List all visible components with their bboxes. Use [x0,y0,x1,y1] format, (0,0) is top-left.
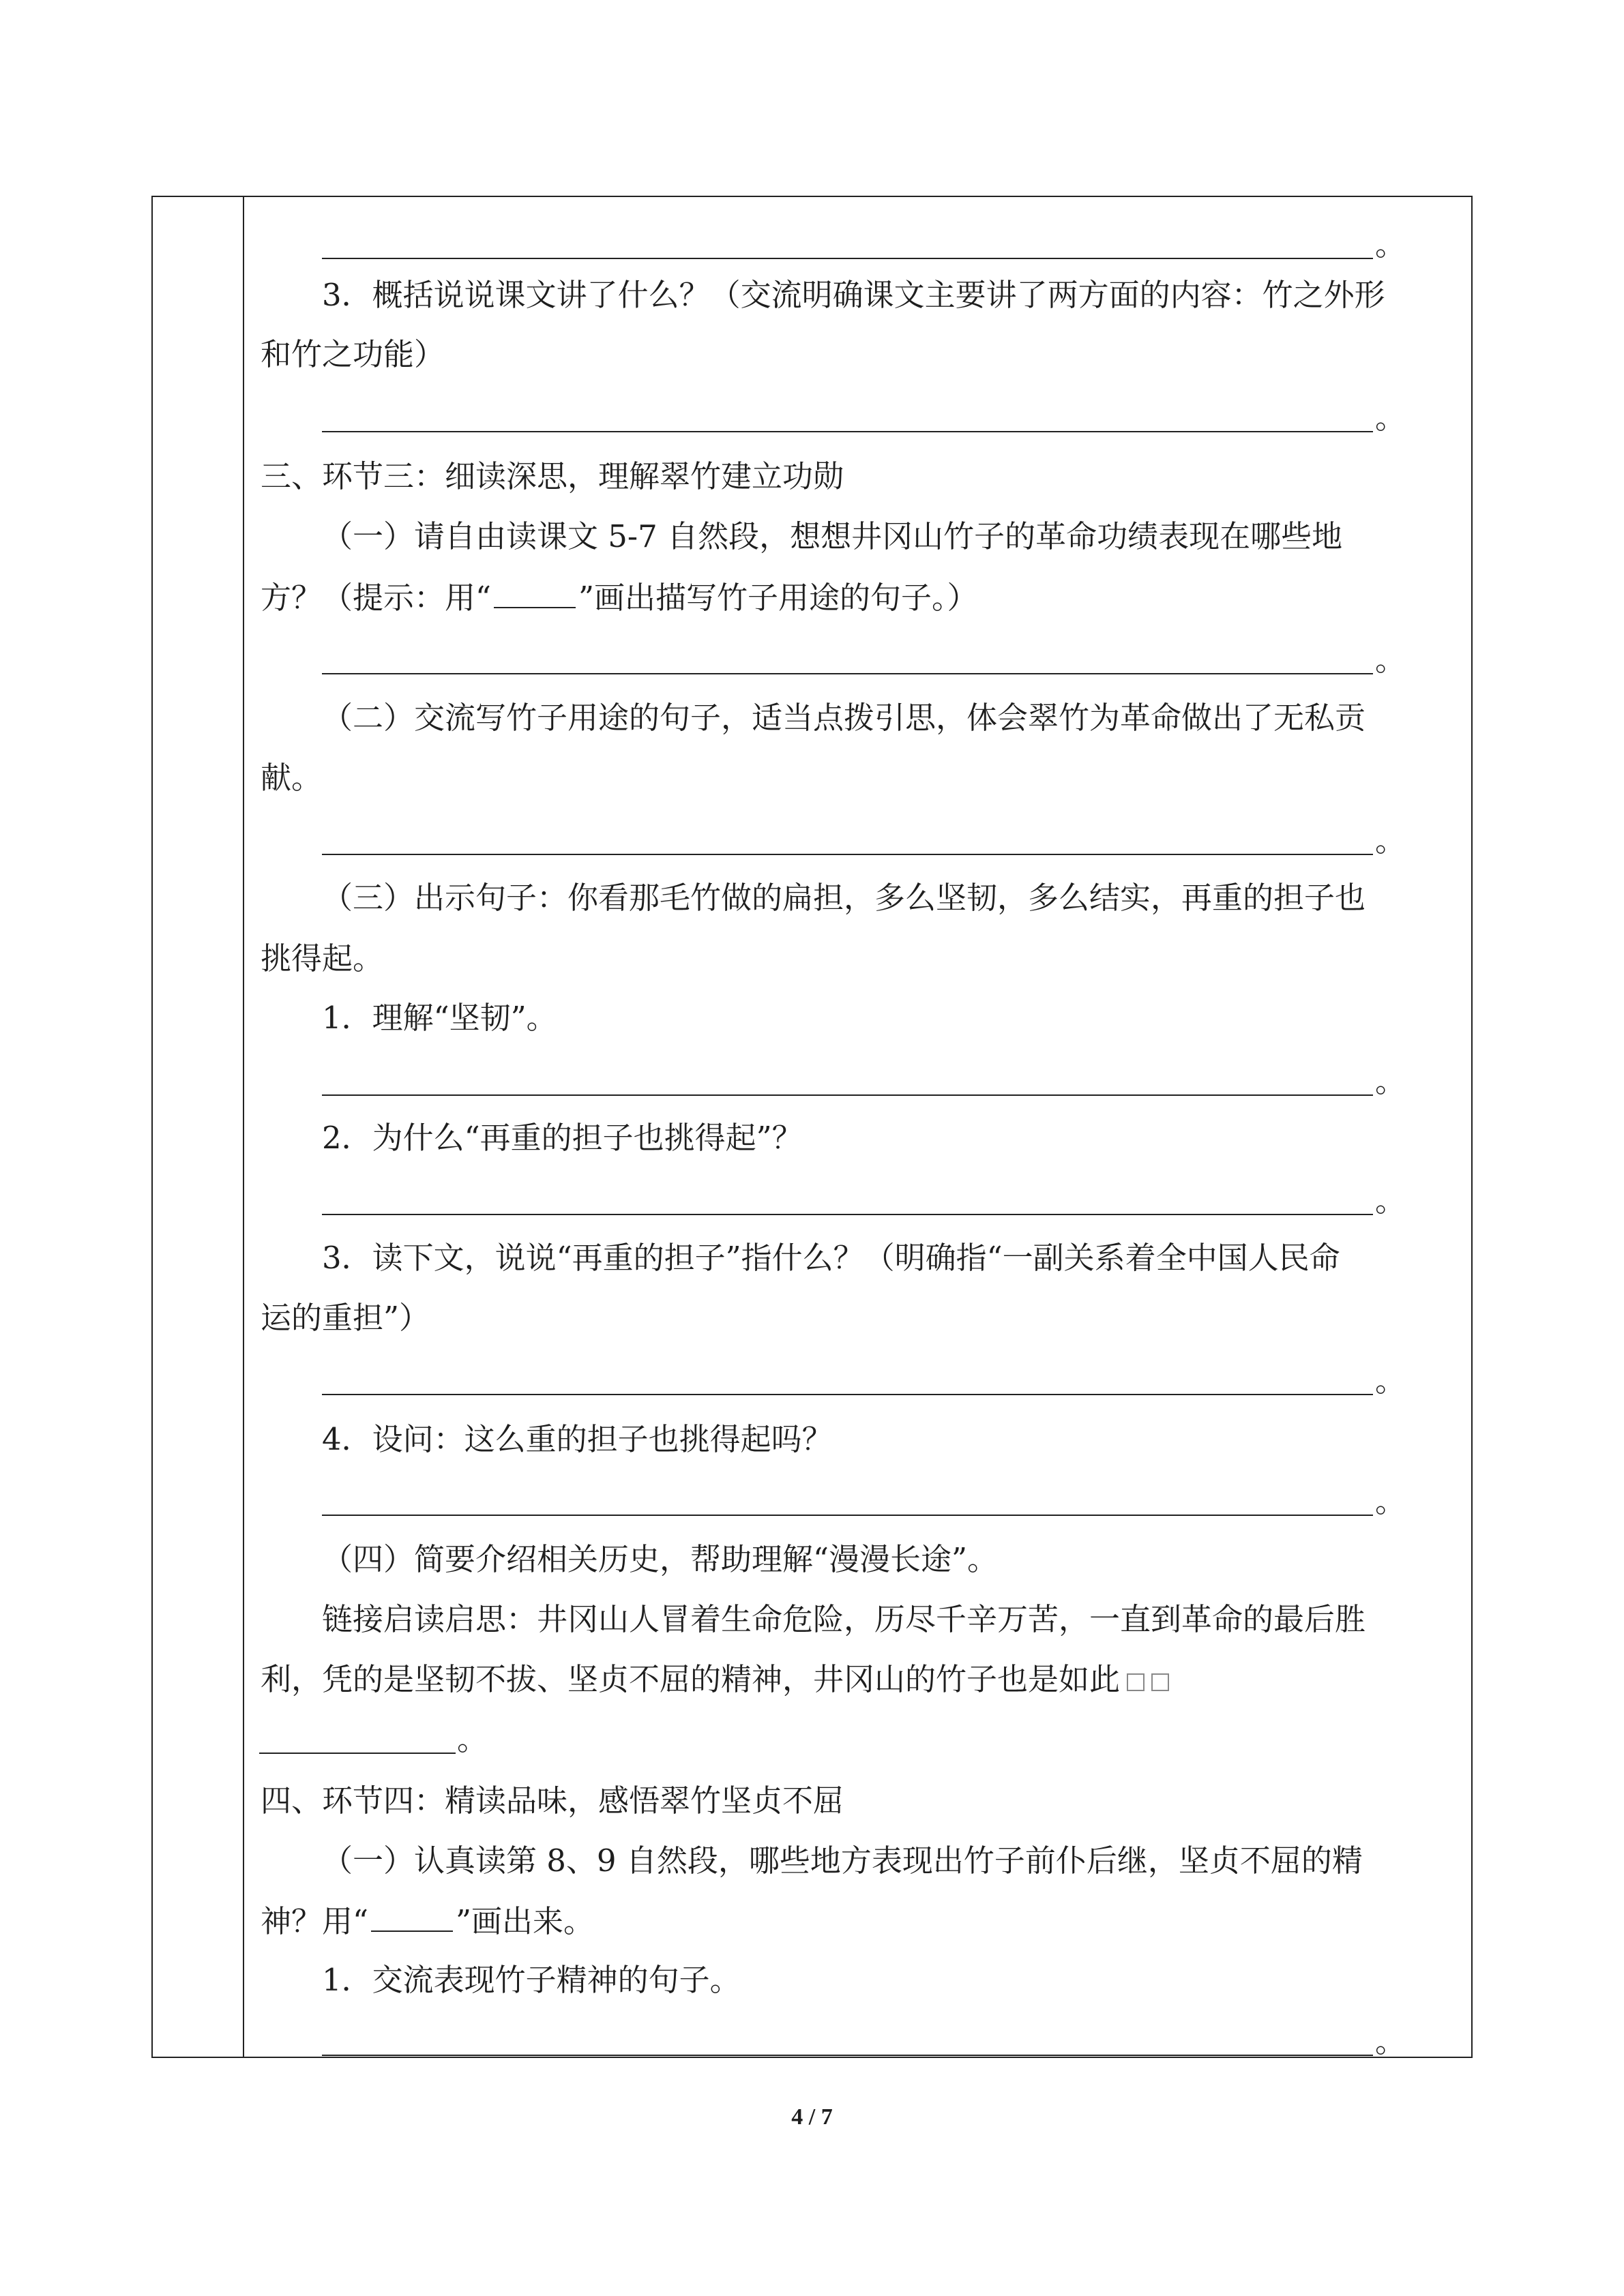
section-heading: 三、环节三：细读深思，理解翠竹建立功勋 [261,458,844,494]
text-line: （一）请自由读课文 5-7 自然段，想想井冈山竹子的革命功绩表现在哪些地 [322,518,1343,554]
text-line [261,1905,594,1937]
text-fragment: 方？（提示：用“ [261,580,492,616]
text-line: 3．概括说说课文讲了什么？（交流明确课文主要讲了两方面的内容：竹之外形 [322,277,1385,313]
answer-line[interactable] [322,431,1373,432]
fill-blank[interactable] [371,1905,453,1932]
text-line: 4．设问：这么重的担子也挑得起吗？ [322,1421,833,1457]
text-line: 3．读下文，说说“再重的担子”指什么？（明确指“一副关系着全中国人民命 [322,1240,1340,1276]
text-fragment: 利，凭的是坚韧不拔、坚贞不屈的精神，井冈山的竹子也是如此 [261,1661,1121,1697]
text-line: （四）简要介绍相关历史，帮助理解“漫漫长途”。 [322,1541,999,1577]
text-line: 和竹之功能） [261,336,445,372]
text-line: 挑得起。 [261,940,384,976]
answer-line[interactable] [322,258,1373,259]
placeholder-box [1151,1673,1169,1691]
text-line: 运的重担”） [261,1300,430,1336]
text-fragment: ”画出来。 [456,1903,595,1939]
answer-line[interactable] [322,1394,1373,1395]
answer-period: 。 [1375,400,1406,436]
answer-period: 。 [1375,1063,1406,1099]
answer-period: 。 [1375,1362,1406,1399]
answer-line[interactable] [322,1214,1373,1215]
text-line: 链接启读启思：井冈山人冒着生命危险，历尽千辛万苦，一直到革命的最后胜 [322,1601,1366,1637]
text-line: 献。 [261,760,323,796]
answer-line[interactable] [322,854,1373,855]
page-number: 4 / 7 [791,2104,833,2130]
text-line: （一）认真读第 8、9 自然段，哪些地方表现出竹子前仆后继，坚贞不屈的精 [322,1843,1363,1879]
answer-period: 。 [457,1721,488,1757]
text-line: 1．交流表现竹子精神的句子。 [322,1962,741,1998]
answer-period: 。 [1375,642,1406,678]
answer-line[interactable] [322,673,1373,674]
answer-period: 。 [1375,1182,1406,1219]
answer-period: 。 [1375,822,1406,859]
answer-line[interactable] [322,1515,1373,1516]
answer-period: 。 [1375,226,1406,263]
short-answer-line[interactable] [259,1753,456,1754]
text-line [261,580,978,616]
text-line: 1．理解“坚韧”。 [322,1000,557,1036]
answer-period: 。 [1375,1483,1406,1519]
text-line [261,1661,1169,1697]
text-line: （二）交流写竹子用途的句子，适当点拨引思，体会翠竹为革命做出了无私贡 [322,700,1366,736]
text-line: （三）出示句子：你看那毛竹做的扁担，多么坚韧，多么结实，再重的担子也 [322,880,1366,916]
answer-period: 。 [1375,2023,1406,2059]
text-fragment: 神？用“ [261,1903,369,1939]
section-heading: 四、环节四：精读品味，感悟翠竹坚贞不屈 [261,1783,844,1819]
answer-line[interactable] [322,2055,1373,2056]
answer-line[interactable] [322,1094,1373,1096]
text-line: 2．为什么“再重的担子也挑得起”？ [322,1120,803,1156]
placeholder-box [1127,1673,1145,1691]
text-fragment: ”画出描写竹子用途的句子。） [578,580,978,616]
fill-blank[interactable] [494,581,576,608]
